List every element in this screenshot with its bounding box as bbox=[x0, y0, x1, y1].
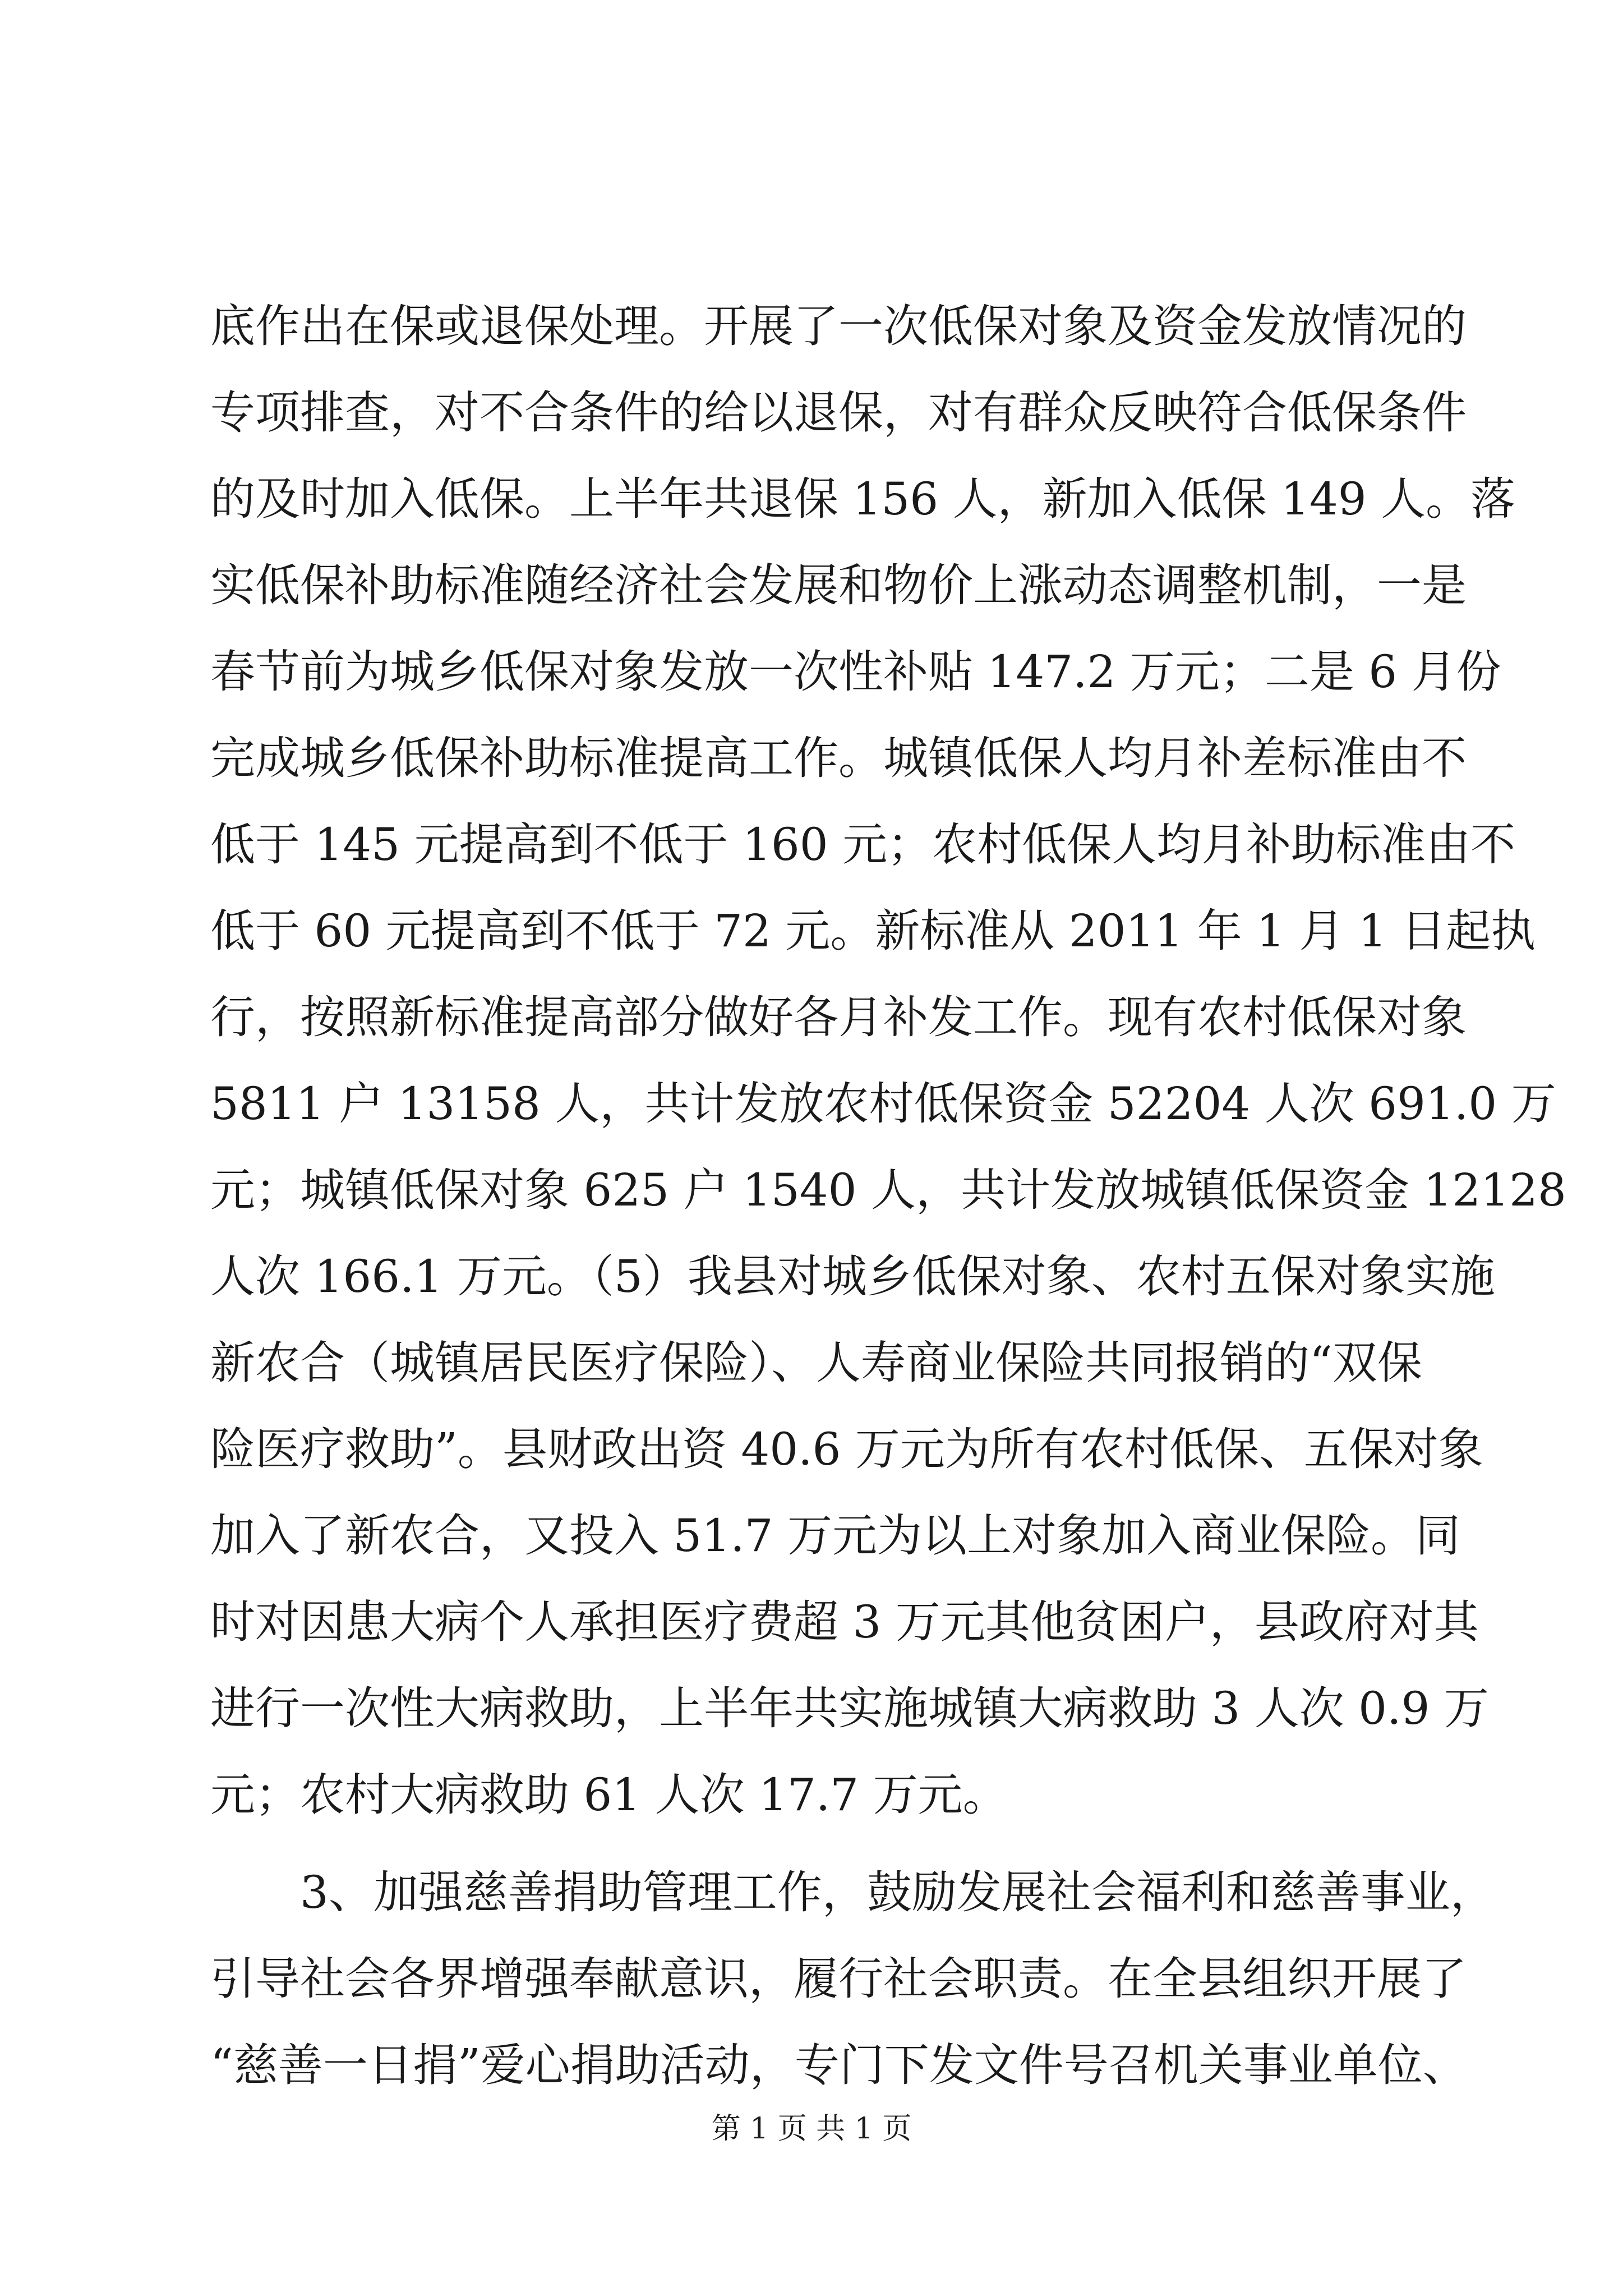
text-line: 新农合（城镇居民医疗保险）、人寿商业保险共同报销的“双保 bbox=[210, 1337, 1422, 1389]
text-line: 加入了新农合，又投入 51.7 万元为以上对象加入商业保险。同 bbox=[210, 1510, 1460, 1562]
text-line: 元；城镇低保对象 625 户 1540 人，共计发放城镇低保资金 12128 bbox=[210, 1164, 1566, 1216]
text-line: 行，按照新标准提高部分做好各月补发工作。现有农村低保对象 bbox=[210, 991, 1467, 1043]
text-line: 完成城乡低保补助标准提高工作。城镇低保人均月补差标准由不 bbox=[210, 732, 1467, 784]
text-line: “慈善一日捐”爱心捐助活动，专门下发文件号召机关事业单位、 bbox=[210, 2039, 1468, 2091]
text-line: 进行一次性大病救助，上半年共实施城镇大病救助 3 人次 0.9 万 bbox=[210, 1682, 1489, 1734]
text-line: 5811 户 13158 人，共计发放农村低保资金 52204 人次 691.0 万 bbox=[210, 1078, 1556, 1130]
text-line: 险医疗救助”。县财政出资 40.6 万元为所有农村低保、五保对象 bbox=[210, 1423, 1483, 1475]
text-line: 实低保补助标准随经济社会发展和物价上涨动态调整机制，一是 bbox=[210, 559, 1467, 611]
text-line: 引导社会各界增强奉献意识，履行社会职责。在全县组织开展了 bbox=[210, 1953, 1467, 2005]
text-line: 的及时加入低保。上半年共退保 156 人，新加入低保 149 人。落 bbox=[210, 473, 1516, 525]
body-text bbox=[210, 283, 1566, 2109]
text-line: 3、加强慈善捐助管理工作，鼓励发展社会福利和慈善事业， bbox=[300, 1866, 1495, 1918]
text-line: 春节前为城乡低保对象发放一次性补贴 147.2 万元；二是 6 月份 bbox=[210, 646, 1501, 698]
page-number-footer: 第 1 页 共 1 页 bbox=[711, 2112, 912, 2146]
text-line: 底作出在保或退保处理。开展了一次低保对象及资金发放情况的 bbox=[210, 300, 1467, 352]
paragraph-gap bbox=[210, 1838, 1416, 1849]
text-line: 低于 60 元提高到不低于 72 元。新标准从 2011 年 1 月 1 日起执 bbox=[210, 905, 1536, 957]
text-line: 专项排查，对不合条件的给以退保，对有群众反映符合低保条件 bbox=[210, 386, 1467, 439]
text-line: 元；农村大病救助 61 人次 17.7 万元。 bbox=[210, 1769, 1008, 1821]
text-line: 时对因患大病个人承担医疗费超 3 万元其他贫困户，县政府对其 bbox=[210, 1596, 1479, 1648]
text-line: 人次 166.1 万元。（5）我县对城乡低保对象、农村五保对象实施 bbox=[210, 1250, 1495, 1303]
text-line: 低于 145 元提高到不低于 160 元；农村低保人均月补助标准由不 bbox=[210, 818, 1516, 871]
